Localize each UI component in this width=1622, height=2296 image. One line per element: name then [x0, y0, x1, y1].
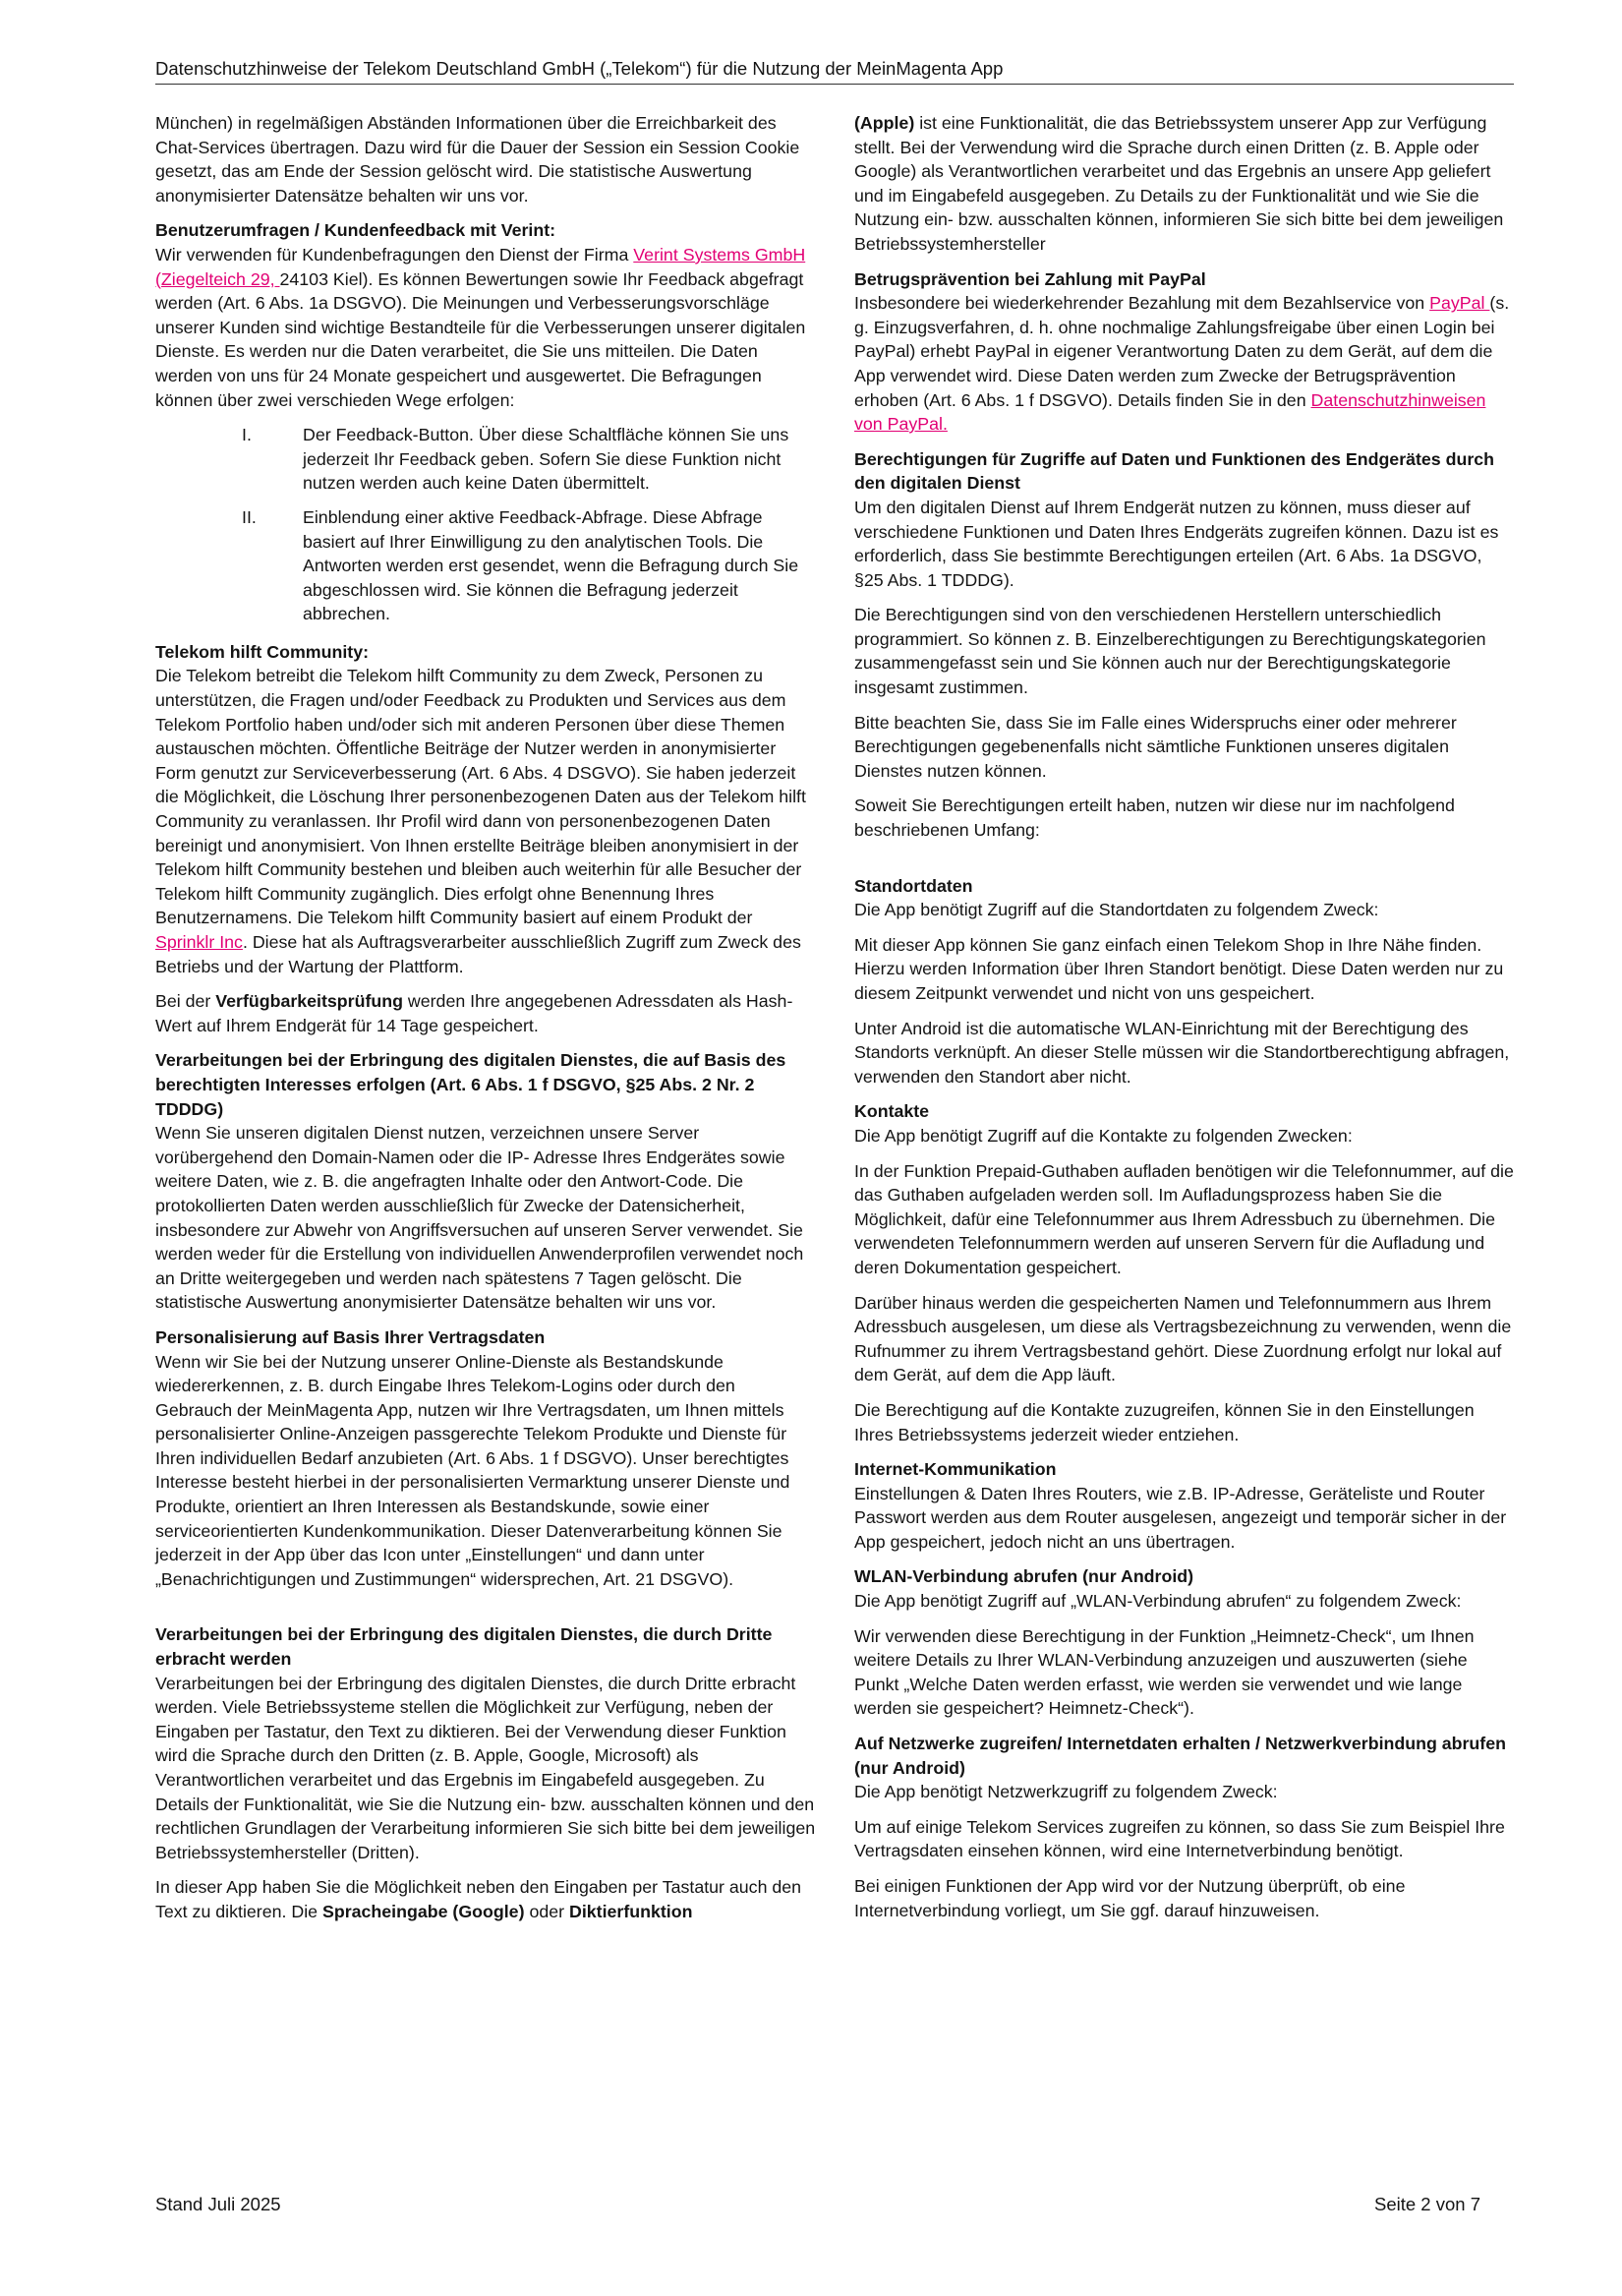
paypal-text-pre: Insbesondere bei wiederkehrender Bezahlung mit dem Bezahlservice von [854, 293, 1430, 314]
standort-paragraph-1: Die App benötigt Zugriff auf die Standortdaten zu folgendem Zweck: [854, 900, 1379, 920]
diktat-bold-google: Spracheingabe (Google) [321, 1901, 525, 1921]
paypal-paragraph [854, 291, 1515, 437]
internet-paragraph: Einstellungen & Daten Ihres Routers, wie z.B. IP-Adresse, Geräteliste und Router Passwort werden aus dem Router ausgelesen, angezeigt und temporär sicher in der App gespeichert, jedoch nicht an uns übertragen. [854, 1483, 1507, 1552]
verint-text-pre: Wir verwenden für Kundenbefragungen den Dienst der Firma [155, 244, 634, 265]
verfuegbarkeit-pre: Bei der [155, 991, 216, 1012]
wlan-paragraph-2: Wir verwenden diese Berechtigung in der Funktion „Heimnetz-Check“, um Ihnen weitere Details zu Ihrer WLAN-Verbindung anzuzeigen und auszuwerten (siehe Punkt „Welche Daten werden erfasst, wie werden sie verwendet und wie lange werden sie gespeichert? Heimnetz-Check“). [854, 1625, 1475, 1719]
paypal-privacy-link[interactable]: Datenschutzhinweisen von PayPal. [854, 389, 1486, 435]
standort-paragraph-2: Mit dieser App können Sie ganz einfach einen Telekom Shop in Ihre Nähe finden. Hierzu werden Information über Ihren Standort benötigt. Diese Daten werden nur zu diesem Zeitpunkt verwendet und nicht von uns gespeichert. [854, 934, 1504, 1003]
netzwerk-heading: Auf Netzwerke zugreifen/ Internetdaten erhalten / Netzwerkverbindung abrufen (nur Android) [854, 1734, 1506, 1778]
community-paragraph [155, 664, 816, 978]
page-footer [155, 2193, 1480, 2216]
berechtigtes-interesse-heading: Verarbeitungen bei der Erbringung des digitalen Dienstes, die auf Basis des berechtigten Interesses erfolgen (Art. 6 Abs. 1 f DSGVO, §25 Abs. 2 Nr. 2 TDDDG) [155, 1050, 786, 1119]
kontakte-paragraph-3: Darüber hinaus werden die gespeicherten Namen und Telefonnummern aus Ihrem Adressbuch ausgelesen, um diese als Vertragsbezeichnung zu verwenden, wenn die Rufnummer zu ihrem Vertragsbestand gehört. Diese Zuordnung erfolgt nur lokal auf dem Gerät, auf dem die App läuft. [854, 1292, 1512, 1385]
verint-text-post: 24103 Kiel). Es können Bewertungen sowie Ihr Feedback abgefragt werden (Art. 6 Abs. 1a DSGVO). Die Meinungen und Verbesserungsvorschläge unserer Kunden sind wichtige Bestandteile für die Verbesserungen unserer digitalen Dienste. Es werden nur die Daten verarbeitet, die Sie uns mitteilen. Die Daten werden von uns für 24 Monate gespeichert und ausgewertet. Die Befragungen können über zwei verschieden Wege erfolgen: [155, 268, 806, 410]
berechtigungen-paragraph-3: Bitte beachten Sie, dass Sie im Falle eines Widerspruchs einer oder mehrerer Berechtigungen gegebenenfalls nicht sämtliche Funktionen unseres digitalen Dienstes nutzen können. [854, 712, 1457, 781]
community-heading: Telekom hilft Community: [155, 641, 370, 662]
paypal-heading: Betrugsprävention bei Zahlung mit PayPal [854, 268, 1206, 289]
right-column [854, 111, 1515, 1933]
page-number: Seite 2 von 7 [1374, 2194, 1480, 2214]
community-section [155, 640, 816, 978]
verint-section [155, 218, 816, 626]
netzwerk-section [854, 1732, 1515, 1922]
paypal-text-mid: (s. g. Einzugsverfahren, d. h. ohne nochmalige Zahlungsfreigabe über einen Login bei PayPal) erhebt PayPal in eigener Verantwortung Daten zu dem Gerät, auf dem die App verwendet wird. Diese Daten werden zum Zwecke der Betrugsprävention erhoben (Art. 6 Abs. 1 f DSGVO). Details finden Sie in den [854, 293, 1510, 410]
feedback-methods-list [155, 423, 816, 626]
kontakte-section [854, 1099, 1515, 1446]
document-title: Datenschutzhinweise der Telekom Deutschland GmbH („Telekom“) für die Nutzung der MeinMagenta App [155, 58, 1004, 79]
chat-service-paragraph: München) in regelmäßigen Abständen Informationen über die Erreichbarkeit des Chat-Services übertragen. Dazu wird für die Dauer der Session ein Session Cookie gesetzt, das am Ende der Session gelöscht wird. Die statistische Auswertung anonymisierter Datensätze behalten wir uns vor. [155, 113, 800, 206]
list-item-number: II. [242, 506, 257, 527]
kontakte-paragraph-4: Die Berechtigung auf die Kontakte zuzugreifen, können Sie in den Einstellungen Ihres Betriebssystems jederzeit wieder entziehen. [854, 1399, 1475, 1444]
wlan-section [854, 1564, 1515, 1721]
berechtigungen-paragraph-2: Die Berechtigungen sind von den verschiedenen Herstellern unterschiedlich programmiert. So können z. B. Einzelberechtigungen zu Berechtigungskategorien zusammengefasst sein und Sie können auch nur der Berechtigungskategorie insgesamt zustimmen. [854, 605, 1486, 698]
list-item-number: I. [242, 425, 252, 445]
diktat-apple-bold: (Apple) [854, 113, 915, 133]
diktat-bold-apple: Diktierfunktion [568, 1901, 693, 1921]
verfuegbarkeit-post: werden Ihre angegebenen Adressdaten als Hash-Wert auf Ihrem Endgerät für 14 Tage gespeichert. [155, 991, 793, 1035]
standort-heading: Standortdaten [854, 875, 973, 896]
diktat-pre: In dieser App haben Sie die Möglichkeit neben den Eingaben per Tastatur auch den Text zu diktieren. Die [155, 1877, 802, 1921]
sprinklr-link[interactable]: Sprinklr Inc [155, 932, 243, 952]
netzwerk-paragraph-2: Um auf einige Telekom Services zugreifen zu können, so dass Sie zum Beispiel Ihre Vertragsdaten einsehen können, wird eine Internetverbindung benötigt. [854, 1816, 1505, 1861]
list-item [155, 505, 816, 626]
stand-date: Stand Juli 2025 [155, 2194, 281, 2214]
kontakte-heading: Kontakte [854, 1101, 930, 1122]
community-text-post: . Diese hat als Auftragsverarbeiter ausschließlich Zugriff zum Zweck des Betriebs und der Wartung der Plattform. [155, 932, 801, 976]
internet-heading: Internet-Kommunikation [854, 1459, 1057, 1480]
list-item [155, 423, 816, 496]
standort-section [854, 874, 1515, 1089]
list-item-text: Einblendung einer aktive Feedback-Abfrage. Diese Abfrage basiert auf Ihrer Einwilligung zu den analytischen Tools. Die Antworten werden erst gesendet, wenn die Befragung durch Sie abgeschlossen wird. Sie können die Befragung jederzeit abbrechen. [303, 506, 799, 624]
diktat-continuation-text: ist eine Funktionalität, die das Betriebssystem unserer App zur Verfügung stellt. Bei der Verwendung wird die Sprache durch einen Dritten (z. B. Apple oder Google) als Verantwortlichen verarbeitet und das Ergebnis an unsere App geliefert und im Eingabefeld ausgegeben. Zu Details zu der Funktionalität und wie Sie die Nutzung ein- bzw. ausschalten können, informieren Sie sich bitte bei dem jeweiligen Betriebssystemhersteller [854, 113, 1504, 254]
netzwerk-paragraph-3: Bei einigen Funktionen der App wird vor der Nutzung überprüft, ob eine Internetverbindung vorliegt, um Sie ggf. darauf hinzuweisen. [854, 1876, 1406, 1920]
page-header [155, 57, 1514, 85]
berechtigungen-paragraph-4: Soweit Sie Berechtigungen erteilt haben, nutzen wir diese nur im nachfolgend beschriebenen Umfang: [854, 795, 1455, 841]
berechtigungen-heading: Berechtigungen für Zugriffe auf Daten und Funktionen des Endgerätes durch den digitalen Dienst [854, 448, 1495, 494]
dritte-paragraph: Verarbeitungen bei der Erbringung des digitalen Dienstes, die durch Dritte erbracht werden. Viele Betriebssysteme stellen die Möglichkeit zur Verfügung, neben der Eingaben per Tastatur, den Text zu diktieren. Bei der Verwendung dieser Funktion wird die Sprache durch den Dritten (z. B. Apple, Google, Microsoft) als Verantwortlichen verarbeitet und das Ergebnis im Eingabefeld ausgegeben. Zu Details der Funktionalität, wie Sie die Nutzung ein- bzw. ausschalten können und den rechtlichen Grundlagen der Verarbeitung informieren Sie sich bitte bei dem jeweiligen Betriebssystemhersteller (Dritten). [155, 1673, 816, 1862]
berechtigtes-interesse-section [155, 1048, 816, 1315]
berechtigungen-paragraph-1: Um den digitalen Dienst auf Ihrem Endgerät nutzen zu können, muss dieser auf verschiedene Funktionen und Daten Ihres Endgeräts zugreifen können. Dazu ist es erforderlich, dass Sie bestimmte Berechtigungen erteilen (Art. 6 Abs. 1a DSGVO, §25 Abs. 1 TDDDG). [854, 497, 1499, 590]
paypal-link[interactable]: PayPal [1429, 293, 1490, 314]
berechtigtes-interesse-paragraph: Wenn Sie unseren digitalen Dienst nutzen, verzeichnen unsere Server vorübergehend den Domain-Namen oder die IP- Adresse Ihres Endgerätes sowie weitere Daten, wie z. B. die angefragten Inhalte oder den Antwort-Code. Die protokollierten Daten werden ausschließlich für Zwecke der Datensicherheit, insbesondere zur Abwehr von Angriffsversuchen auf unseren Server verwendet. Sie werden weder für die Erstellung von individuellen Anwenderprofilen verwendet noch an Dritte weitergegeben und werden nach spätestens 7 Tagen gelöscht. Die statistische Auswertung anonymisierter Datensätze behalten wir uns vor. [155, 1123, 804, 1313]
verfuegbarkeit-paragraph [155, 989, 816, 1037]
community-text-pre: Die Telekom betreibt die Telekom hilft Community zu dem Zweck, Personen zu unterstützen, die Fragen und/oder Feedback zu Produkten und Services aus dem Telekom Portfolio haben und/oder sich mit anderen Personen über diese Themen austauschen möchten. Öffentliche Beiträge der Nutzer werden in anonymisierter Form genutzt zur Serviceverbesserung (Art. 6 Abs. 4 DSGVO). Sie haben jederzeit die Möglichkeit, die Löschung Ihrer personenbezogenen Daten aus der Telekom hilft Community zu veranlassen. Ihr Profil wird dann von personenbezogenen Daten bereinigt und anonymisiert. Von Ihnen erstellte Beiträge bleiben anonymisiert in der Telekom hilft Community bestehen und bleiben auch weiterhin für alle Besucher der Telekom hilft Community zugänglich. Dies erfolgt ohne Benennung Ihres Benutzernamens. Die Telekom hilft Community basiert auf einem Produkt der [155, 666, 806, 928]
diktat-paragraph [155, 1875, 816, 1923]
dritte-section [155, 1622, 816, 1923]
list-item-text: Der Feedback-Button. Über diese Schaltfläche können Sie uns jederzeit Ihr Feedback geben. Sofern Sie diese Funktion nicht nutzen werden auch keine Daten übermittelt. [303, 425, 789, 494]
standort-paragraph-3: Unter Android ist die automatische WLAN-Einrichtung mit der Berechtigung des Standorts verknüpft. An dieser Stelle müssen wir die Standortberechtigung abfragen, verwenden den Standort aber nicht. [854, 1018, 1510, 1087]
diktat-continuation-paragraph [854, 111, 1515, 257]
personalisierung-heading: Personalisierung auf Basis Ihrer Vertragsdaten [155, 1326, 546, 1347]
verint-paragraph [155, 243, 816, 412]
kontakte-paragraph-1: Die App benötigt Zugriff auf die Kontakte zu folgenden Zwecken: [854, 1125, 1353, 1146]
left-column [155, 111, 816, 1935]
verint-link[interactable]: Verint Systems GmbH (Ziegelteich 29, [155, 244, 806, 289]
personalisierung-paragraph: Wenn wir Sie bei der Nutzung unserer Online-Dienste als Bestandskunde wiedererkennen, z. B. durch Eingabe Ihres Telekom-Logins oder durch den Gebrauch der MeinMagenta App, nutzen wir Ihre Vertragsdaten, um Ihnen mittels personalisierter Online-Anzeigen passgerechte Telekom Produkte und Dienste für Ihren individuellen Bedarf anzubieten (Art. 6 Abs. 1 f DSGVO). Unser berechtigtes Interesse besteht hierbei in der personalisierten Vermarktung unserer Dienste und Produkte, orientiert an Ihren Interessen als Bestandskunde, sowie einer serviceorientierten Kundenkommunikation. Dieser Datenverarbeitung können Sie jederzeit in der App über das Icon unter „Einstellungen“ und dann unter „Benachrichtigungen und Zustimmungen“ widersprechen, Art. 21 DSGVO). [155, 1351, 790, 1589]
paypal-section [854, 267, 1515, 437]
berechtigungen-section [854, 447, 1515, 843]
verint-heading: Benutzerumfragen / Kundenfeedback mit Verint: [155, 220, 556, 241]
kontakte-paragraph-2: In der Funktion Prepaid-Guthaben aufladen benötigen wir die Telefonnummer, auf die das Guthaben aufgeladen werden soll. Im Aufladungsprozess haben Sie die Möglichkeit, dafür eine Telefonnummer aus Ihrem Adressbuch zu übernehmen. Die verwendeten Telefonnummern werden auf unseren Servern für die Aufladung und deren Dokumentation gespeichert. [854, 1160, 1514, 1277]
wlan-heading: WLAN-Verbindung abrufen (nur Android) [854, 1566, 1194, 1587]
personalisierung-section [155, 1325, 816, 1592]
netzwerk-paragraph-1: Die App benötigt Netzwerkzugriff zu folgendem Zweck: [854, 1782, 1278, 1802]
wlan-paragraph-1: Die App benötigt Zugriff auf „WLAN-Verbindung abrufen“ zu folgendem Zweck: [854, 1591, 1462, 1612]
diktat-mid: oder [524, 1901, 569, 1921]
dritte-heading: Verarbeitungen bei der Erbringung des digitalen Dienstes, die durch Dritte erbracht werden [155, 1624, 773, 1670]
verfuegbarkeit-bold: Verfügbarkeitsprüfung [215, 991, 403, 1012]
internet-section [854, 1457, 1515, 1554]
